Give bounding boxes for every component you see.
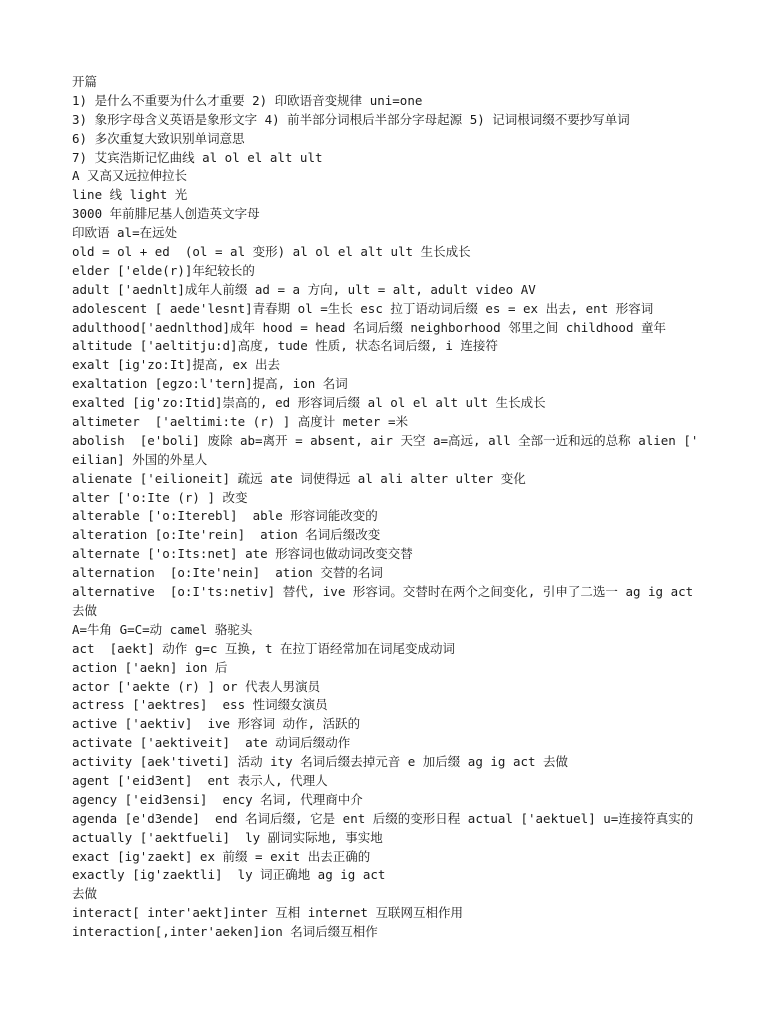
text-line: 1) 是什么不重要为什么才重要 2) 印欧语音变规律 uni=one <box>72 92 423 108</box>
text-line: old = ol + ed (ol = al 变形) al ol el alt ult 生长成长 <box>72 244 471 260</box>
text-line: activity [aek'tiveti] 活动 ity 名词后缀去掉元音 e 加后缀 ag ig act 去做 <box>72 754 569 770</box>
text-line: alteration [o:Ite'rein] ation 名词后缀改变 <box>72 527 381 543</box>
document-page <box>72 73 712 942</box>
text-line: alternation [o:Ite'nein] ation 交替的名词 <box>72 565 383 581</box>
text-line: activate ['aektiveit] ate 动词后缀动作 <box>72 735 351 751</box>
text-line: elder ['elde(r)]年纪较长的 <box>72 262 255 278</box>
text-line: alternate ['o:Its:net] ate 形容词也做动词改变交替 <box>72 546 413 562</box>
text-line-title: 开篇 <box>72 74 98 89</box>
text-line: 3) 象形字母含义英语是象形文字 4) 前半部分词根后半部分字母起源 5) 记词根词缀不要抄写单词 <box>72 111 630 127</box>
text-line: alternative [o:I'ts:netiv] 替代, ive 形容词。交替时在两个之间变化, 引申了二选一 ag ig act <box>72 584 694 600</box>
text-line: 印欧语 al=在远处 <box>72 225 178 241</box>
text-line: exalt [ig'zo:It]提高, ex 出去 <box>72 357 281 373</box>
text-line: agenda [e'd3ende] end 名词后缀, 它是 ent 后缀的变形日程 actual ['aektuel] u=连接符真实的 <box>72 810 694 826</box>
text-line: exact [ig'zaekt] ex 前缀 = exit 出去正确的 <box>72 848 371 864</box>
text-line: action ['aekn] ion 后 <box>72 659 228 675</box>
text-line: eilian] 外国的外星人 <box>72 451 208 467</box>
text-line: 6) 多次重复大致识别单词意思 <box>72 130 245 146</box>
text-line: actress ['aektres] ess 性词缀女演员 <box>72 697 328 713</box>
text-line: alter ['o:Ite (r) ] 改变 <box>72 489 248 505</box>
text-line: alterable ['o:Iterebl] able 形容词能改变的 <box>72 508 378 524</box>
text-line: exaltation [egzo:l'tern]提高, ion 名词 <box>72 376 348 392</box>
text-line: 7) 艾宾浩斯记忆曲线 al ol el alt ult <box>72 149 323 165</box>
text-line: interact[ inter'aekt]inter 互相 internet 互联网互相作用 <box>72 905 463 921</box>
text-line: 去做 <box>72 886 98 902</box>
text-line: adult ['aednlt]成年人前缀 ad = a 方向, ult = alt, adult video AV <box>72 281 536 297</box>
text-line: alienate ['eilioneit] 疏远 ate 词使得远 al ali alter ulter 变化 <box>72 470 526 486</box>
text-line: adolescent [ aede'lesnt]青春期 ol =生长 esc 拉丁语动词后缀 es = ex 出去, ent 形容词 <box>72 300 654 316</box>
text-line: altimeter ['aeltimi:te (r) ] 高度计 meter =米 <box>72 414 408 430</box>
text-line: adulthood['aednlthod]成年 hood = head 名词后缀 neighborhood 邻里之间 childhood 童年 <box>72 319 667 335</box>
text-line: line 线 light 光 <box>72 187 188 203</box>
text-line: exalted [ig'zo:Itid]崇高的, ed 形容词后缀 al ol el alt ult 生长成长 <box>72 395 546 411</box>
text-line: 去做 <box>72 602 98 618</box>
text-line: active ['aektiv] ive 形容词 动作, 活跃的 <box>72 716 361 732</box>
text-line: interaction[,inter'aeken]ion 名词后缀互相作 <box>72 924 378 940</box>
text-line: A=牛角 G=C=动 camel 骆驼头 <box>72 621 253 637</box>
text-line: 3000 年前腓尼基人创造英文字母 <box>72 206 260 222</box>
text-line: agency ['eid3ensi] ency 名词, 代理商中介 <box>72 791 363 807</box>
text-line: actually ['aektfueli] ly 副词实际地, 事实地 <box>72 829 383 845</box>
text-line: altitude ['aeltitju:d]高度, tude 性质, 状态名词后缀, i 连接符 <box>72 338 498 354</box>
text-line: abolish [e'boli] 废除 ab=离开 = absent, air 天空 a=高远, all 全部一近和远的总称 alien [' <box>72 432 699 448</box>
text-line: A 又高又远拉伸拉长 <box>72 168 188 184</box>
text-line: exactly [ig'zaektli] ly 词正确地 ag ig act <box>72 867 386 883</box>
text-line: act [aekt] 动作 g=c 互换, t 在拉丁语经常加在词尾变成动词 <box>72 640 456 656</box>
text-line: agent ['eid3ent] ent 表示人, 代理人 <box>72 772 328 788</box>
text-line: actor ['aekte (r) ] or 代表人男演员 <box>72 678 321 694</box>
